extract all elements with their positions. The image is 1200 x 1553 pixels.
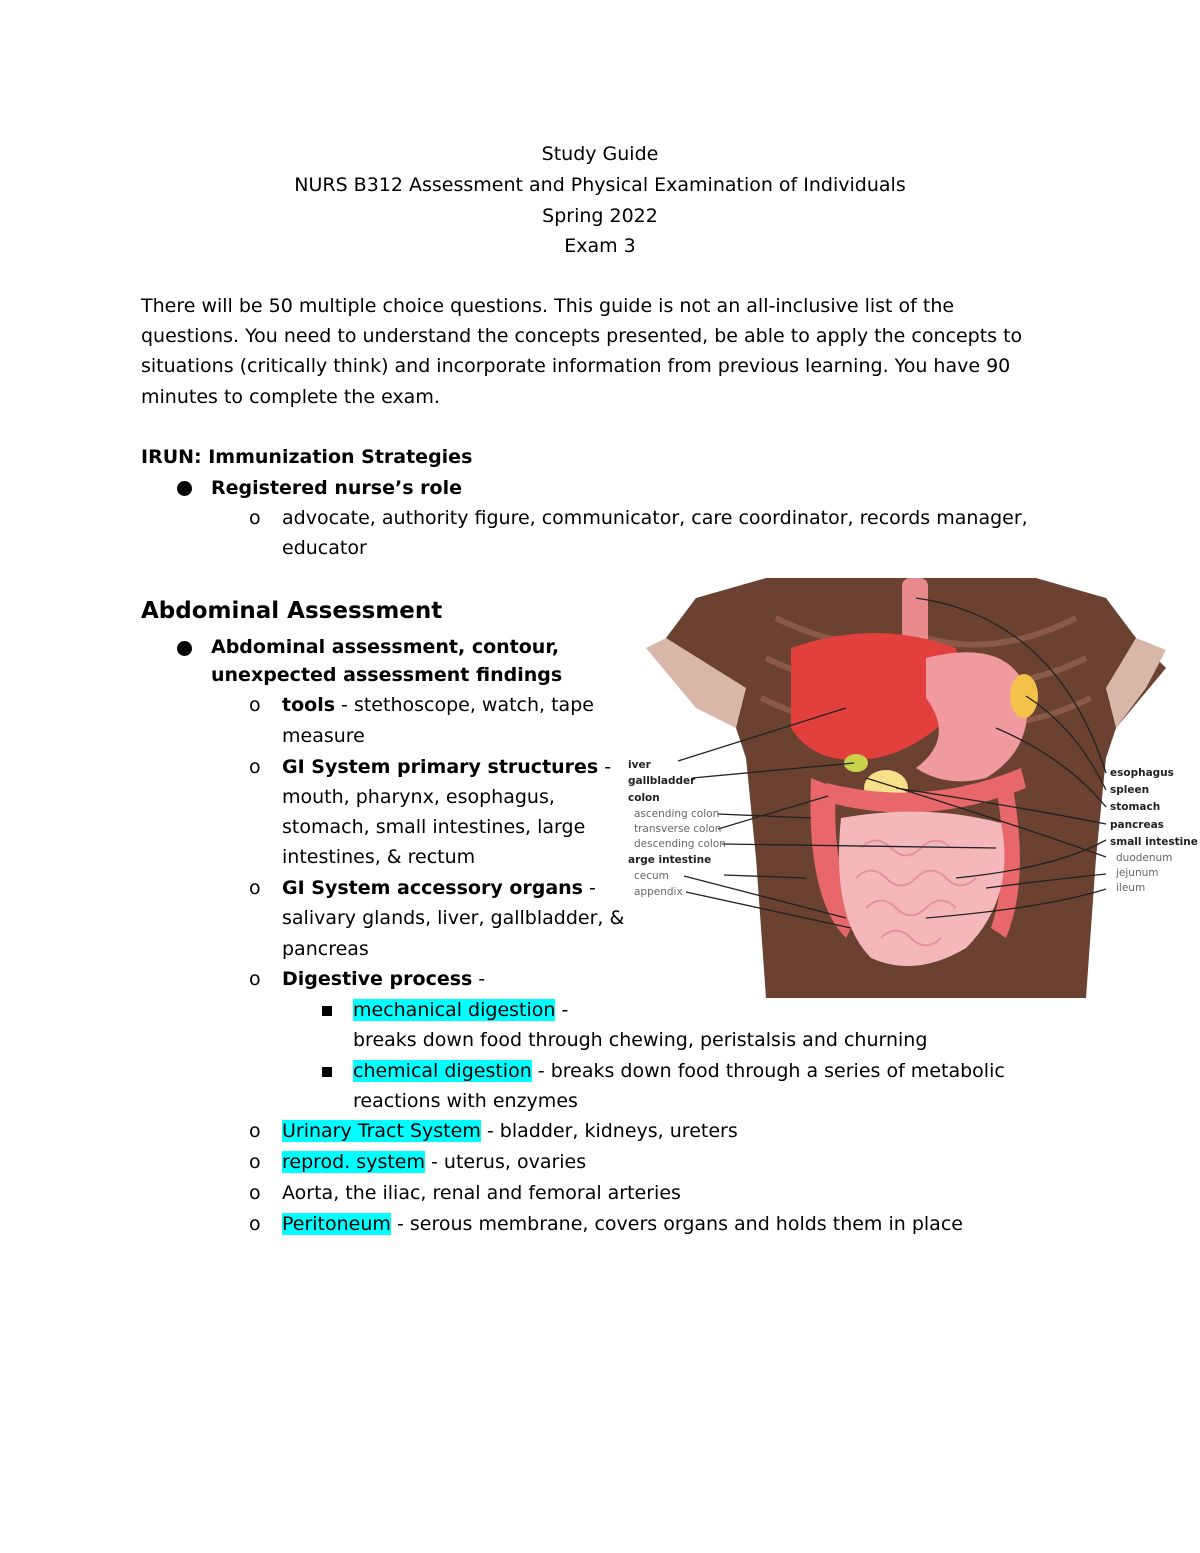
gi-primary-line-2: mouth, pharynx, esophagus,: [282, 786, 555, 808]
label-ascending-colon: ascending colon: [634, 808, 720, 820]
exam-number: Exam 3: [564, 235, 636, 257]
mechanical-text: -: [555, 999, 569, 1021]
gi-accessory-text: -: [583, 877, 596, 899]
label-descending-colon: descending colon: [634, 838, 726, 850]
bullet-dot-icon: [177, 481, 192, 496]
chemical-line-2: reactions with enzymes: [353, 1090, 578, 1112]
tools-text: - stethoscope, watch, tape: [335, 694, 594, 716]
gi-primary-item: [282, 756, 611, 778]
tools-line-2: measure: [282, 725, 365, 747]
open-bullet-icon: o: [249, 694, 261, 716]
open-bullet-icon: o: [249, 1151, 261, 1173]
label-jejunum: jejunum: [1116, 867, 1159, 879]
mechanical-label: mechanical digestion: [353, 999, 556, 1021]
chemical-label: chemical digestion: [353, 1060, 532, 1082]
gi-accessory-item: [282, 877, 596, 899]
tools-label: tools: [282, 694, 336, 716]
label-liver: iver: [628, 759, 651, 771]
bullet-dot-icon: [177, 641, 192, 656]
course-title: NURS B312 Assessment and Physical Examination of Individuals: [294, 174, 906, 196]
spleen-shape: [1010, 674, 1038, 718]
gi-primary-line-4: intestines, & rectum: [282, 846, 476, 868]
label-duodenum: duodenum: [1116, 852, 1173, 864]
label-ileum: ileum: [1116, 882, 1146, 894]
peritoneum-label: Peritoneum: [282, 1213, 391, 1235]
open-bullet-icon: o: [249, 968, 261, 990]
label-appendix: appendix: [634, 886, 683, 898]
abdominal-heading: Abdominal Assessment: [141, 598, 443, 624]
reprod-label: reprod. system: [282, 1151, 425, 1173]
label-colon: colon: [628, 792, 660, 804]
gi-primary-label: GI System primary structures: [282, 756, 599, 778]
open-bullet-icon: o: [249, 507, 261, 529]
square-bullet-icon: [322, 1067, 332, 1077]
open-bullet-icon: o: [249, 877, 261, 899]
open-bullet-icon: o: [249, 756, 261, 778]
urinary-text: - bladder, kidneys, ureters: [480, 1120, 738, 1142]
label-small-intestine: small intestine: [1110, 836, 1198, 848]
intro-line-4: minutes to complete the exam.: [141, 386, 440, 408]
doc-title: Study Guide: [541, 143, 659, 165]
intro-line-2: questions. You need to understand the concepts presented, be able to apply the concepts to: [141, 325, 1023, 347]
digestive-text: -: [472, 968, 486, 990]
gi-primary-text: -: [598, 756, 612, 778]
gi-accessory-label: GI System accessory organs: [282, 877, 583, 899]
intro-line-1: There will be 50 multiple choice questions. This guide is not an all-inclusive list of the: [141, 295, 955, 317]
irun-bullet: Registered nurse’s role: [211, 477, 462, 499]
gi-accessory-line-2: salivary glands, liver, gallbladder, &: [282, 907, 625, 929]
reprod-text: - uterus, ovaries: [425, 1151, 587, 1173]
irun-sub-line-2: educator: [282, 537, 367, 559]
urinary-label: Urinary Tract System: [282, 1120, 481, 1142]
label-pancreas: pancreas: [1110, 819, 1164, 831]
chemical-item: [353, 1060, 1005, 1082]
square-bullet-icon: [322, 1006, 332, 1016]
abdominal-bullet-line-2: unexpected assessment findings: [211, 664, 563, 686]
mechanical-line-2: breaks down food through chewing, peristalsis and churning: [353, 1029, 928, 1051]
mechanical-item: [353, 999, 568, 1021]
tools-item: [282, 694, 594, 716]
peritoneum-text: - serous membrane, covers organs and holds them in place: [390, 1213, 963, 1235]
gi-accessory-line-3: pancreas: [282, 938, 369, 960]
gi-primary-line-3: stomach, small intestines, large: [282, 816, 586, 838]
irun-heading: IRUN: Immunization Strategies: [141, 446, 473, 468]
term: Spring 2022: [542, 205, 658, 227]
open-bullet-icon: o: [249, 1182, 261, 1204]
label-cecum: cecum: [634, 870, 669, 882]
irun-sub-line-1: advocate, authority figure, communicator, care coordinator, records manager,: [282, 507, 1028, 529]
urinary-item: [282, 1120, 738, 1142]
digestive-item: [282, 968, 485, 990]
label-spleen: spleen: [1110, 784, 1150, 796]
aorta-item: Aorta, the iliac, renal and femoral arteries: [282, 1182, 681, 1204]
anatomy-illustration: [626, 578, 1198, 998]
intro-line-3: situations (critically think) and incorporate information from previous learning. You have 90: [141, 355, 1011, 377]
chemical-text: - breaks down food through a series of metabolic: [531, 1060, 1005, 1082]
digestive-system-diagram: [626, 578, 1198, 998]
open-bullet-icon: o: [249, 1213, 261, 1235]
label-transverse-colon: transverse colon: [634, 823, 722, 835]
label-esophagus: esophagus: [1110, 767, 1174, 779]
open-bullet-icon: o: [249, 1120, 261, 1142]
reprod-item: [282, 1151, 586, 1173]
label-stomach: stomach: [1110, 801, 1161, 813]
digestive-label: Digestive process: [282, 968, 473, 990]
label-large-intestine: arge intestine: [628, 854, 712, 866]
label-gallbladder: gallbladder: [628, 775, 696, 787]
peritoneum-item: [282, 1213, 963, 1235]
abdominal-bullet-line-1: Abdominal assessment, contour,: [211, 636, 560, 658]
